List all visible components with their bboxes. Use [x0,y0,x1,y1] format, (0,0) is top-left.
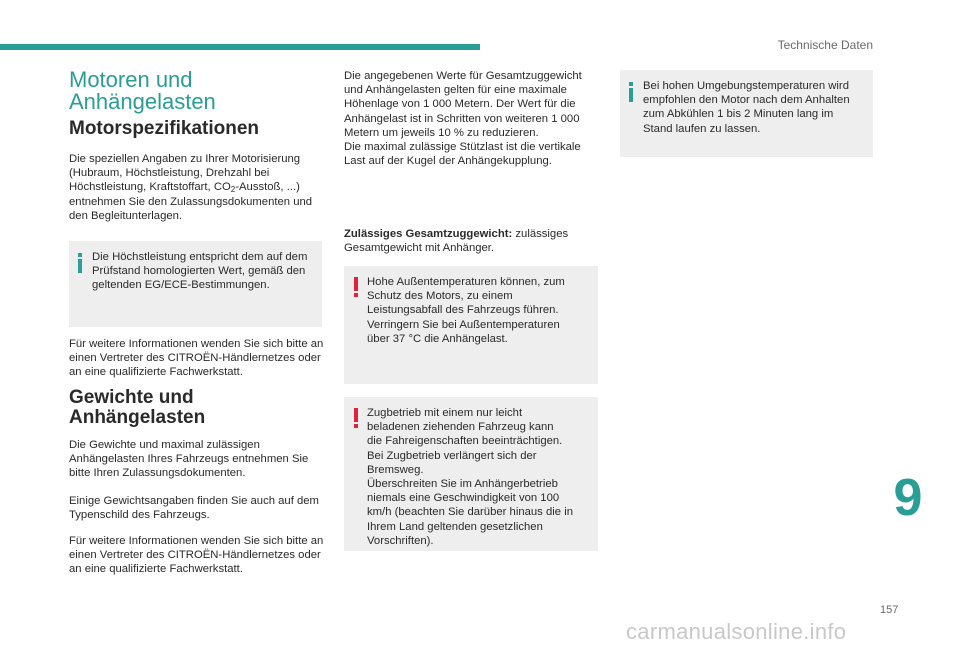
info-icon [629,82,633,102]
heading-engine-specs: Motorspezifikationen [69,118,260,139]
watermark: carmanualsonline.info [626,619,847,644]
gross-weight-text: zulässiges Gesamtgewicht mit Anhänger. [344,228,569,255]
gross-weight-paragraph [344,227,599,255]
warning-box-towing [344,397,598,551]
warning-icon [354,408,358,428]
page-title-line-1: Motoren und [69,67,193,92]
co2-subscript: 2 [230,185,236,195]
values-paragraph: Die angegebenen Werte für Gesamtzuggewicht und Anhängelasten gelten für eine maximale Höhenlage von 1 000 Metern. Der Wert für die Anhängelast ist in Schritten von weiteren 1 000 Metern um jeweils 10 % zu reduzieren. [344,70,582,139]
warning-icon [354,277,358,297]
towing-text-3: Überschreiten Sie im Anhängerbetrieb niemals eine Geschwindigkeit von 100 km/h (beachten Sie darüber hinaus die in Ihrem Land geltenden gesetzlichen Vorschriften). [367,478,573,547]
dealer-paragraph-1: Für weitere Informationen wenden Sie sich bitte an einen Vertreter des CITROËN-Händlernetzes oder an eine qualifizierte Fachwerkstatt. [69,338,324,379]
header-accent-bar [0,44,480,50]
engine-para-text-2: -Ausstoß, ...) entnehmen Sie den Zulassungsdokumenten und den Begleitunterlagen. [69,181,313,222]
info-box-max-power [69,241,322,327]
engine-para-text-1: Die speziellen Angaben zu Ihrer Motorisierung (Hubraum, Höchstleistung, Drehzahl bei Höchstleistung, Kraftstoffart, CO [69,153,301,194]
info-box-cooling [620,70,873,157]
heading-weights-line-1: Gewichte und [69,387,194,408]
dealer-paragraph-2: Für weitere Informationen wenden Sie sich bitte an einen Vertreter des CITROËN-Händlernetzes oder an eine qualifizierte Fachwerkstatt. [69,535,324,576]
chapter-number: 9 [893,469,923,527]
section-title: Technische Daten [777,38,873,52]
warning-box-towing-text [367,406,586,548]
info-icon [78,253,82,273]
towing-text-2: Bei Zugbetrieb verlängert sich der Bremsweg. [367,449,537,476]
support-load-paragraph: Die maximal zulässige Stützlast ist die vertikale Last auf der Kugel der Anhängekupplung. [344,141,581,168]
info-box-text: Die Höchstleistung entspricht dem auf dem Prüfstand homologierten Wert, gemäß den geltenden EG/ECE-Bestimmungen. [92,251,308,292]
heading-weights-line-2: Anhängelasten [69,407,206,428]
page-title [69,69,324,113]
warning-box-temperature [344,266,598,384]
page-number: 157 [880,604,899,616]
warning-box-temperature-text: Hohe Außentemperaturen können, zum Schutz des Motors, zu einem Leistungsabfall des Fahrzeugs führen. Verringern Sie bei Außentemperaturen über 37 °C die Anhängelast. [367,276,565,345]
plate-paragraph: Einige Gewichtsangaben finden Sie auch auf dem Typenschild des Fahrzeugs. [69,495,319,522]
engine-specs-paragraph [69,152,325,223]
weights-paragraph: Die Gewichte und maximal zulässigen Anhängelasten Ihres Fahrzeugs entnehmen Sie bitte Ihren Zulassungsdokumenten. [69,439,309,480]
page-title-line-2: Anhängelasten [69,89,216,114]
info-box-cooling-text: Bei hohen Umgebungstemperaturen wird empfohlen den Motor nach dem Anhalten zum Abkühlen 1 bis 2 Minuten lang im Stand laufen zu lassen. [643,80,850,135]
towing-text-1: Zugbetrieb mit einem nur leicht beladenen ziehenden Fahrzeug kann die Fahreigenschaften beeinträchtigen. [367,407,563,448]
gross-weight-label: Zulässiges Gesamtzuggewicht: [344,228,513,240]
heading-weights [69,388,324,428]
